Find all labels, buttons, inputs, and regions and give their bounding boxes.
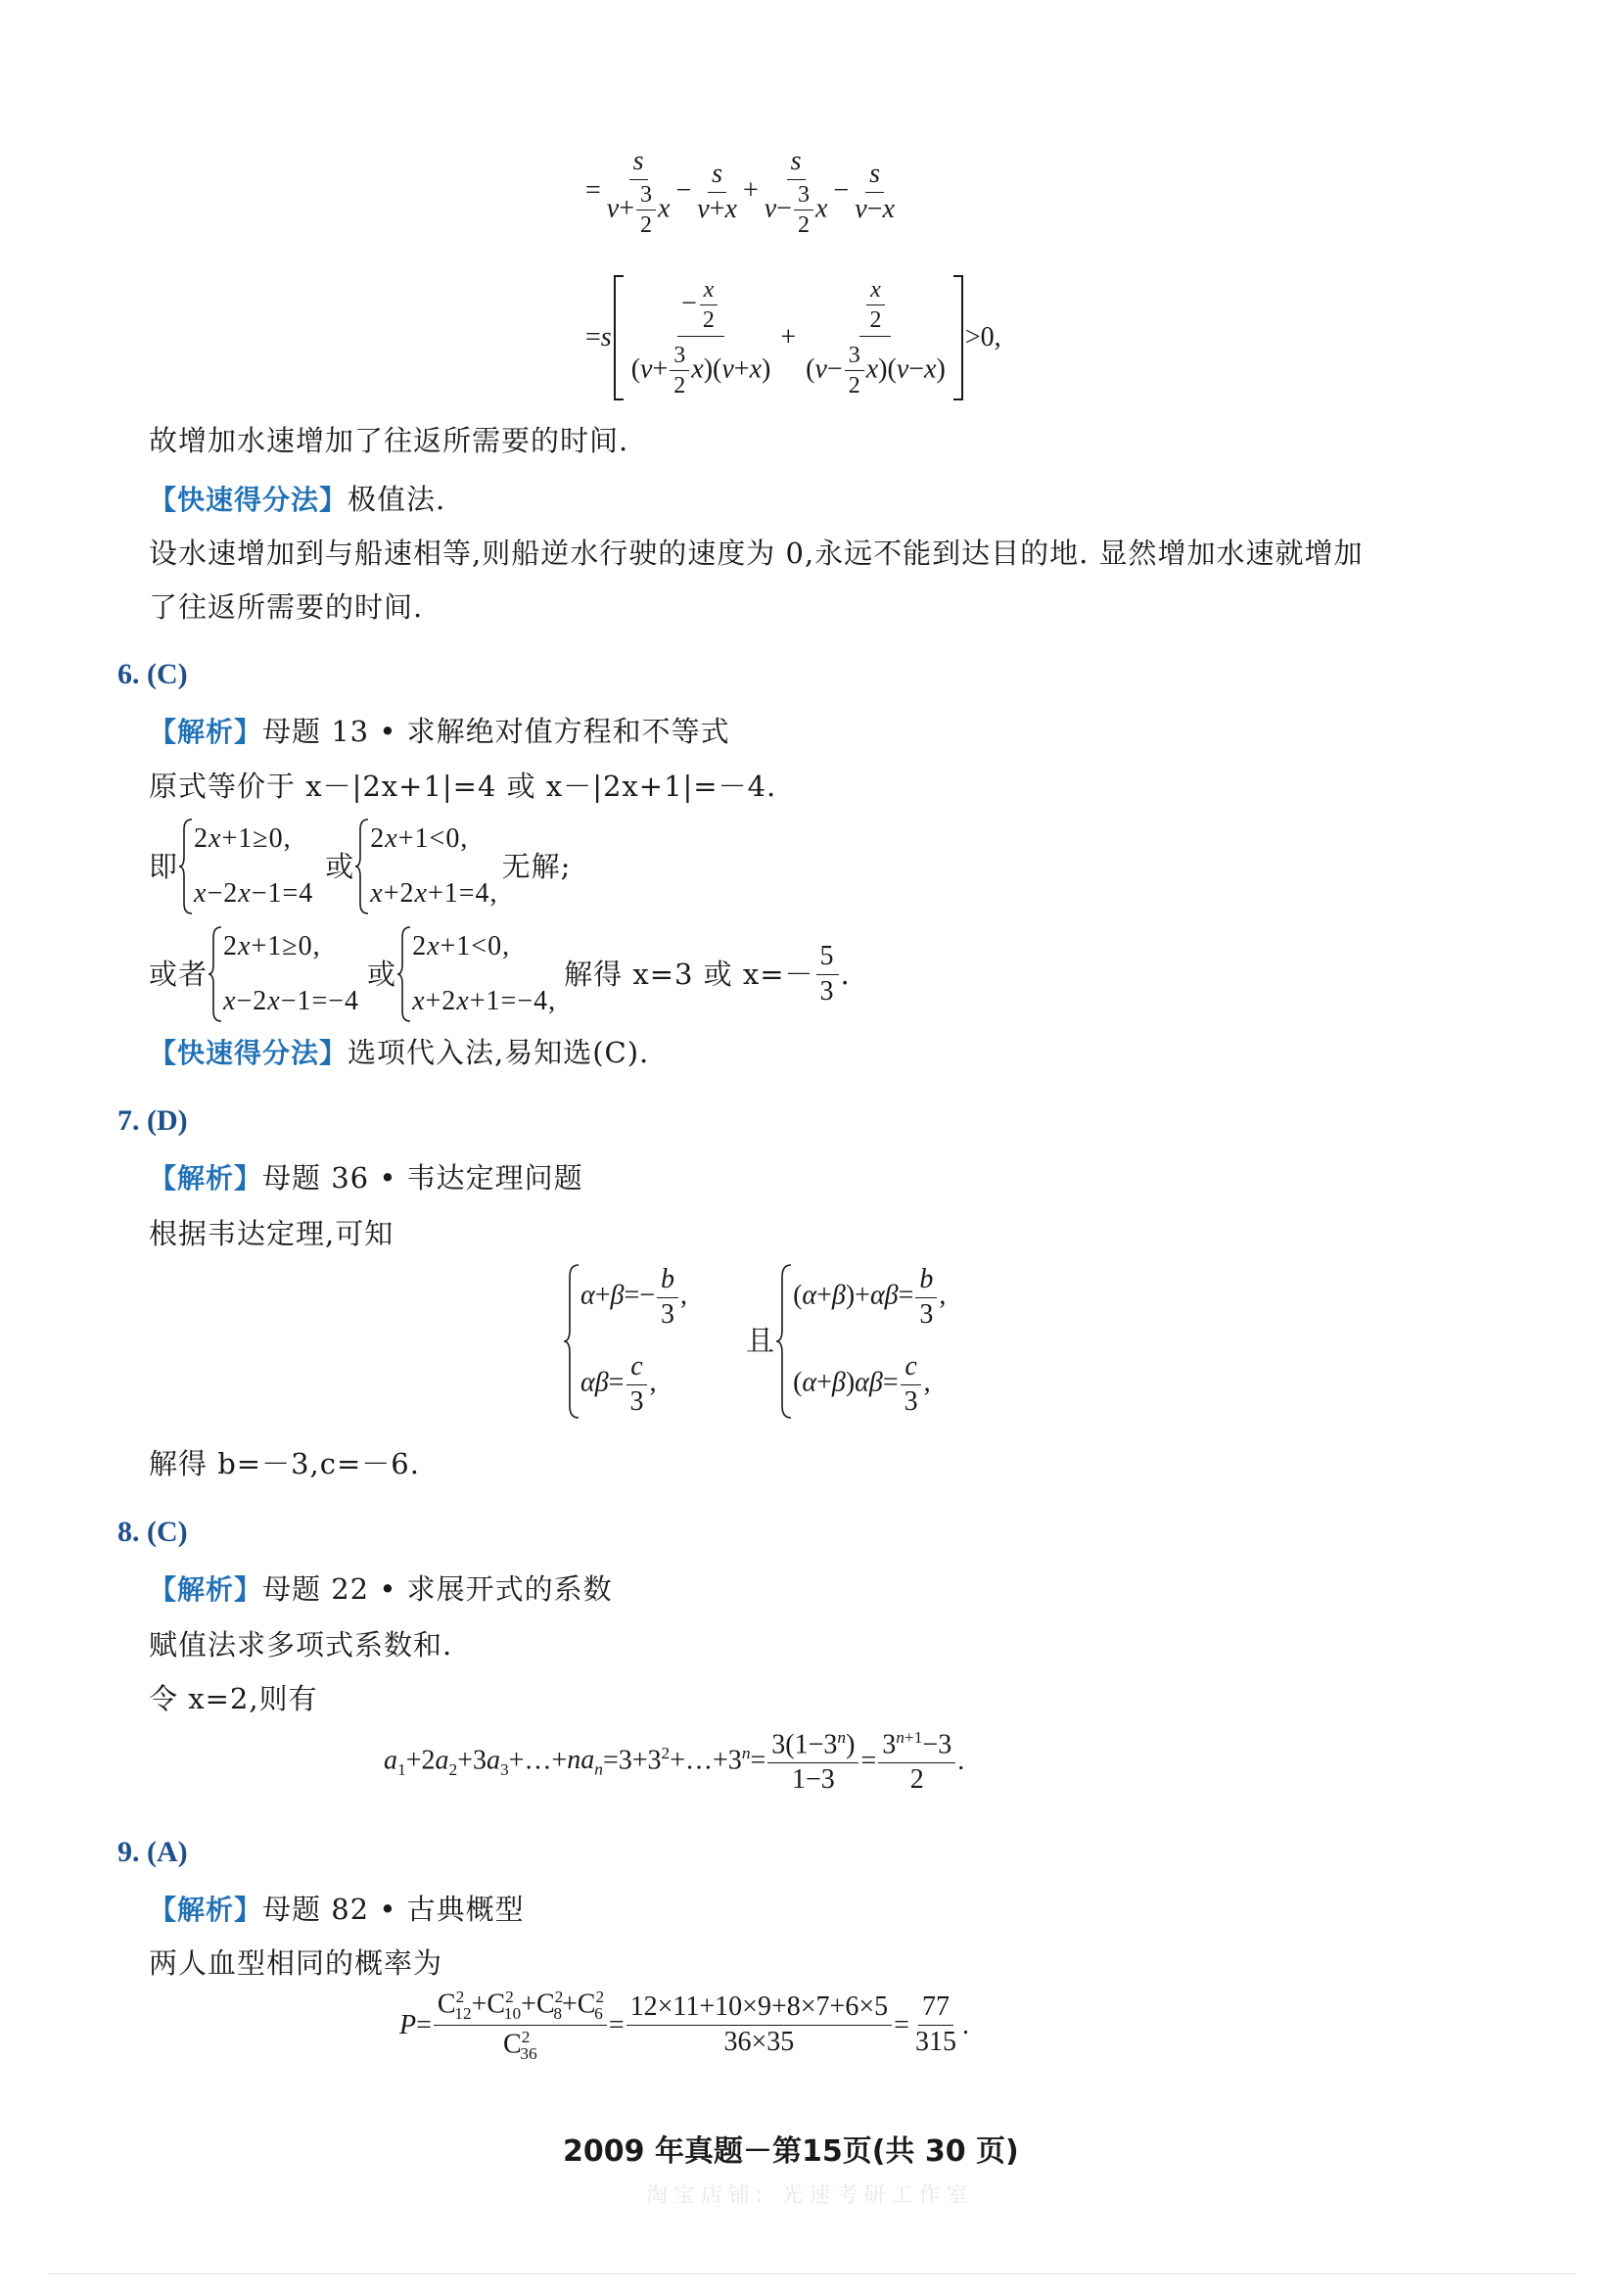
left-bracket-icon — [612, 274, 626, 401]
quick-method-tag: 【快速得分法】 — [149, 1037, 348, 1069]
question-6-system1: 即 2x+1≥0, x−2x−1=4 或 2x+1<0, x+2x+1=4, 无解; — [149, 818, 571, 915]
q9-answer-denominator: 315 — [914, 2027, 956, 2058]
label-huo: 或 — [367, 958, 397, 991]
label-huo: 或 — [325, 850, 355, 883]
question-9-probability-equation: P= $\frac{C^2_{12}+C^2_{10}+C^2_8+C^2_6}{C^2_{36}}$ = $\frac{12\times 11+10\times 9+8\times 7+6\times 5}{36\times 35}$ = $\frac{77}{315}$ . — [399, 1988, 969, 2063]
question-9-title: 母题 82 • 古典概型 — [262, 1893, 525, 1926]
left-brace-icon — [563, 1263, 580, 1420]
label-huozhe: 或者 — [149, 958, 209, 991]
question-6-analysis-header — [149, 712, 730, 752]
question-8-title: 母题 22 • 求展开式的系数 — [262, 1572, 613, 1606]
q5-quick-method — [149, 480, 445, 520]
label-no-solution: 无解; — [501, 850, 572, 883]
q5-extreme-line1: 设水速增加到与船速相等,则船逆水行驶的速度为 0,永远不能到达目的地. 显然增加水速就增加 — [149, 537, 1364, 570]
analysis-tag: 【解析】 — [149, 716, 263, 748]
question-6-title: 母题 13 • 求解绝对值方程和不等式 — [262, 715, 730, 748]
q9-denominator: 36×35 — [723, 2027, 795, 2058]
left-brace-icon — [208, 925, 223, 1023]
question-8-sum-equation: $a_1+2a_2+3a_3+\dots+na_n=3+3^2+\dots+3^n=$ $\frac{3(1-3^n)}{1-3}$ = $\frac{3^{n+1}-3}{2}$ . — [384, 1728, 965, 1796]
question-9-analysis-header — [149, 1890, 525, 1930]
question-7-analysis-header — [149, 1158, 583, 1198]
question-8-analysis-header — [149, 1569, 613, 1610]
q5-extreme-line2: 了往返所需要的时间. — [149, 590, 424, 624]
question-8-number: 8. (C) — [117, 1516, 188, 1548]
question-7-number: 7. (D) — [117, 1104, 188, 1137]
question-6-solution: 解得 x=3 或 x=－ — [564, 958, 814, 991]
page-footer: 2009 年真题－第15页(共 30 页) — [563, 2134, 1019, 2169]
analysis-tag: 【解析】 — [149, 1162, 263, 1194]
left-brace-icon — [178, 818, 194, 915]
watermark: 淘宝店铺: 光速考研工作室 — [646, 2183, 974, 2208]
quick-method-text: 选项代入法,易知选(C). — [348, 1036, 650, 1069]
question-6-number: 6. (C) — [117, 658, 188, 690]
question-9-number: 9. (A) — [117, 1836, 188, 1868]
equation-bracket-positive: =s − $\frac{x}{2}$ (v+ $\frac{3}{2}$ x)(v+x) + $\frac{x}{2}$ (v− $\frac{3}{2}$ x)(v−x) >0, — [585, 274, 1001, 401]
question-6-quick-method — [149, 1033, 649, 1073]
left-brace-icon — [354, 818, 370, 915]
question-6-system2: 或者 2x+1≥0, x−2x−1=−4 或 2x+1<0, x+2x+1=−4, 解得 x=3 或 x=－ $\frac{5}{3}$ . — [149, 925, 851, 1023]
page-bottom-divider — [49, 2273, 1575, 2274]
q9-answer-numerator: 77 — [918, 1992, 953, 2026]
q9-numerator: 12×11+10×9+8×7+6×5 — [626, 1992, 893, 2026]
question-7-vieta-system: α+β=− $\frac{b}{3}$ , αβ= $\frac{c}{3}$ , 且 (α+β)+αβ= $\frac{b}{3}$ , (α+β)αβ= $\frac{c}{3}$ , — [563, 1263, 946, 1420]
question-7-line1: 根据韦达定理,可知 — [149, 1217, 394, 1250]
question-8-line1: 赋值法求多项式系数和. — [149, 1628, 453, 1662]
analysis-tag: 【解析】 — [149, 1894, 263, 1926]
label-qie: 且 — [746, 1326, 776, 1357]
q5-conclusion: 故增加水速增加了往返所需要的时间. — [149, 424, 629, 457]
label-ji: 即 — [149, 850, 179, 883]
quick-method-text: 极值法. — [348, 483, 446, 516]
question-7-title: 母题 36 • 韦达定理问题 — [262, 1161, 583, 1194]
question-8-line2: 令 x=2,则有 — [149, 1682, 318, 1715]
quick-method-tag: 【快速得分法】 — [149, 484, 348, 516]
question-9-line1: 两人血型相同的概率为 — [149, 1946, 443, 1980]
question-6-line1: 原式等价于 x－|2x+1|=4 或 x－|2x+1|=－4. — [149, 770, 777, 803]
equation-time-difference: = s v+ $\frac{3}{2}$ x − $\frac{s}{v+x}$ + s v− $\frac{3}{2}$ x − $\frac{s}{v-x}$ — [585, 146, 895, 239]
analysis-tag: 【解析】 — [149, 1573, 263, 1606]
left-brace-icon — [396, 925, 412, 1023]
right-bracket-icon — [951, 274, 965, 401]
question-7-result: 解得 b=－3,c=－6. — [149, 1447, 420, 1480]
left-brace-icon — [775, 1263, 793, 1420]
